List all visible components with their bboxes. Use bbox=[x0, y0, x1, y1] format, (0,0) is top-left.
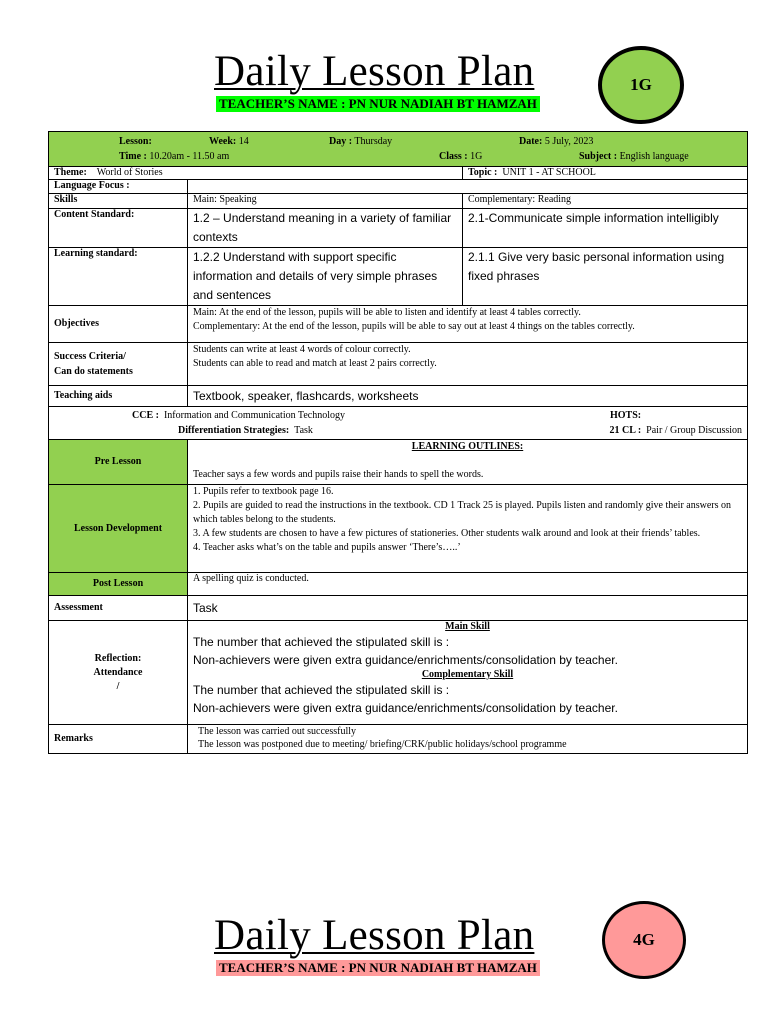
complementary-skill: Complementary: Reading bbox=[463, 194, 748, 209]
date-value: 5 July, 2023 bbox=[544, 136, 594, 147]
pre-lesson-label: Pre Lesson bbox=[49, 440, 188, 485]
pre-lesson-row bbox=[49, 440, 748, 485]
remarks-label: Remarks bbox=[49, 725, 188, 754]
week-label: Week: bbox=[209, 136, 237, 147]
content-standard-main: 1.2 – Understand meaning in a variety of familiar contexts bbox=[188, 209, 463, 248]
skills-label: Skills bbox=[49, 194, 188, 209]
complementary-non-achievers: Non-achievers were given extra guidance/enrichments/consolidation by teacher. bbox=[193, 701, 618, 715]
remark-2: The lesson was postponed due to meeting/ briefing/CRK/public holidays/school programme bbox=[198, 739, 567, 750]
teaching-aids-value: Textbook, speaker, flashcards, worksheets bbox=[188, 386, 748, 407]
cl-value: Pair / Group Discussion bbox=[646, 425, 743, 436]
differentiation-value: Task bbox=[294, 425, 313, 436]
learning-outlines-heading: LEARNING OUTLINES: bbox=[411, 441, 524, 452]
reflection-label: Reflection: bbox=[94, 652, 142, 664]
success-criteria-row bbox=[49, 343, 748, 386]
main-skill: Main: Speaking bbox=[188, 194, 463, 209]
reflection-row bbox=[49, 621, 748, 725]
assessment-value: Task bbox=[188, 596, 748, 621]
cce-row bbox=[49, 407, 748, 440]
class-value: 1G bbox=[470, 151, 483, 162]
success-criteria-2: Students can able to read and match at least 2 pairs correctly. bbox=[193, 358, 437, 369]
subject-value: English language bbox=[619, 151, 689, 162]
main-achieved: The number that achieved the stipulated skill is : bbox=[193, 635, 450, 649]
complementary-achieved: The number that achieved the stipulated skill is : bbox=[193, 683, 450, 697]
lesson-header-row bbox=[49, 132, 748, 167]
class-label: Class : bbox=[439, 151, 468, 162]
teaching-aids-label: Teaching aids bbox=[49, 386, 188, 407]
objective-main: Main: At the end of the lesson, pupils will be able to listen and identify at least 4 tables correctly. bbox=[193, 307, 581, 318]
date-label: Date: bbox=[519, 136, 543, 147]
language-focus-row bbox=[49, 180, 748, 194]
teaching-aids-row bbox=[49, 386, 748, 407]
learning-standard-complementary: 2.1.1 Give very basic personal information using fixed phrases bbox=[463, 248, 748, 306]
objectives-row bbox=[49, 306, 748, 343]
skills-row bbox=[49, 194, 748, 209]
theme-row bbox=[49, 167, 748, 180]
lesson-step: 1. Pupils refer to textbook page 16. bbox=[193, 486, 334, 497]
lesson-plan-table bbox=[48, 131, 748, 754]
time-label: Time : bbox=[119, 151, 147, 162]
page-title: Daily Lesson Plan bbox=[214, 48, 535, 95]
hots-label: HOTS: bbox=[610, 410, 642, 421]
attendance-label: Attendance bbox=[93, 666, 143, 678]
subject-label: Subject : bbox=[579, 151, 618, 162]
main-non-achievers: Non-achievers were given extra guidance/enrichments/consolidation by teacher. bbox=[193, 653, 618, 667]
cce-value: Information and Communication Technology bbox=[163, 410, 345, 421]
post-lesson-text: A spelling quiz is conducted. bbox=[188, 573, 748, 596]
remarks-row bbox=[49, 725, 748, 754]
language-focus-label: Language Focus : bbox=[49, 180, 188, 194]
success-criteria-label: Success Criteria/ bbox=[54, 351, 126, 362]
theme-label: Theme: bbox=[54, 167, 87, 178]
objective-complementary: Complementary: At the end of the lesson, pupils will be able to say out at least 4 things on the tables correctly. bbox=[193, 321, 635, 332]
learning-standard-main: 1.2.2 Understand with support specific information and details of very simple phrases and sentences bbox=[188, 248, 463, 306]
week-value: 14 bbox=[238, 136, 249, 147]
success-criteria-1: Students can write at least 4 words of colour correctly. bbox=[193, 344, 411, 355]
content-standard-row bbox=[49, 209, 748, 248]
can-do-label: Can do statements bbox=[54, 366, 133, 377]
cl-label: 21 CL : bbox=[609, 425, 642, 436]
differentiation-label: Differentiation Strategies: bbox=[178, 425, 290, 436]
page-title-2: Daily Lesson Plan bbox=[214, 912, 535, 959]
class-badge-2: 4G bbox=[602, 901, 686, 979]
objectives-label: Objectives bbox=[49, 306, 188, 343]
cce-label: CCE : bbox=[132, 410, 159, 421]
complementary-skill-heading: Complementary Skill bbox=[421, 669, 514, 680]
learning-standard-label: Learning standard: bbox=[49, 248, 188, 306]
teacher-name: TEACHER’S NAME : PN NUR NADIAH BT HAMZAH bbox=[216, 96, 540, 112]
teacher-name-2: TEACHER’S NAME : PN NUR NADIAH BT HAMZAH bbox=[216, 960, 540, 976]
lesson-step: 4. Teacher asks what’s on the table and pupils answer ‘There’s…..’ bbox=[193, 542, 461, 553]
content-standard-complementary: 2.1-Communicate simple information intelligibly bbox=[463, 209, 748, 248]
learning-standard-row bbox=[49, 248, 748, 306]
main-skill-heading: Main Skill bbox=[445, 621, 490, 632]
topic-value: UNIT 1 - AT SCHOOL bbox=[502, 167, 596, 178]
pre-lesson-text: Teacher says a few words and pupils raise their hands to spell the words. bbox=[193, 469, 484, 480]
lesson-development-label: Lesson Development bbox=[49, 485, 188, 573]
remark-1: The lesson was carried out successfully bbox=[198, 726, 357, 737]
lesson-step: 3. A few students are chosen to have a few pictures of stationeries. Other students walk around and look at their friends’ tables. bbox=[193, 528, 701, 539]
post-lesson-row bbox=[49, 573, 748, 596]
lesson-development-row bbox=[49, 485, 748, 573]
lesson-step: 2. Pupils are guided to read the instructions in the textbook. CD 1 Track 25 is played. Pupils listen and randomly give their answers on which tables belong to the students. bbox=[193, 500, 731, 525]
attendance-slash: / bbox=[116, 680, 120, 692]
day-value: Thursday bbox=[354, 136, 393, 147]
time-value: 10.20am - 11.50 am bbox=[149, 151, 230, 162]
post-lesson-label: Post Lesson bbox=[49, 573, 188, 596]
content-standard-label: Content Standard: bbox=[49, 209, 188, 248]
day-label: Day : bbox=[329, 136, 353, 147]
class-badge: 1G bbox=[598, 46, 684, 124]
assessment-label: Assessment bbox=[49, 596, 188, 621]
topic-label: Topic : bbox=[468, 167, 498, 178]
theme-value: World of Stories bbox=[96, 167, 163, 178]
assessment-row bbox=[49, 596, 748, 621]
lesson-label: Lesson: bbox=[119, 136, 152, 147]
